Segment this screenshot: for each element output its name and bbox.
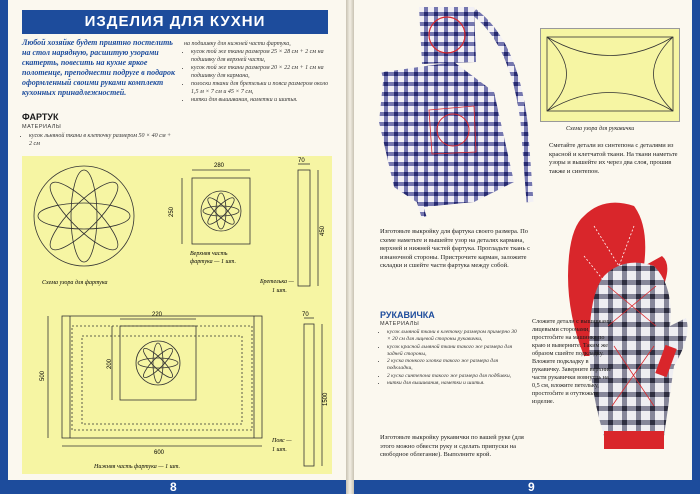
apron-pattern-diagram bbox=[22, 156, 332, 474]
apron-pattern-panel bbox=[22, 156, 332, 474]
apron-materials-list bbox=[184, 40, 330, 104]
belt-caption-line2: 1 шт. bbox=[272, 447, 287, 453]
material-item: • 2 куска тонкого хлопка такого же размера для подкладки, bbox=[387, 358, 520, 373]
rosette-scheme bbox=[34, 166, 134, 266]
scheme-caption: Схема узора для фартука bbox=[42, 280, 108, 286]
dim-450: 450 bbox=[320, 225, 326, 236]
dim-600: 600 bbox=[154, 450, 165, 456]
paragraph-4: Сложите детали с вышивками лицевыми сторонами, простročите на машинке по краю и выверните. Таким же образом сшейте подкладку. Вложите подкладку в рукавичку. Заверните верхние части рукавички вовнутрь на 0,5 см, вложите петельку, простročите и отутюжьте изделие. bbox=[532, 318, 612, 405]
top-caption-line1: Верхняя часть bbox=[190, 251, 228, 257]
apron-heading: ФАРТУК bbox=[22, 112, 59, 122]
dim-220: 220 bbox=[152, 312, 163, 318]
paragraph-2: Изготовьте выкройку для фартука своего размера. По схеме наметьте и вышейте узор на деталях кармана, верхней и нижней частей фартука. Прогладьте ткань с изнаночной стороны. Пристрочите карман, заложите складки и сшейте части фартука между собой. bbox=[380, 228, 531, 269]
dim-70a: 70 bbox=[298, 158, 305, 164]
strap-caption-line1: Бретелька — bbox=[260, 279, 294, 285]
page-number: 9 bbox=[528, 480, 535, 494]
mitten-scheme-diagram bbox=[541, 29, 679, 121]
dim-200: 200 bbox=[107, 358, 113, 369]
material-item: • кусок той же ткани размером 25 × 28 см + 2 см на подшивку для верхней части, bbox=[191, 48, 330, 64]
apron-photo bbox=[364, 2, 534, 224]
material-item: • 2 куска синтепона такого же размера для подбивки, bbox=[387, 373, 520, 380]
apron-belt bbox=[304, 318, 322, 466]
right-footer-bar bbox=[354, 480, 692, 494]
material-item: • кусок красной льняной ткани такого же размера для задней стороны, bbox=[387, 344, 520, 359]
dim-280: 280 bbox=[214, 163, 225, 169]
apron-strap bbox=[298, 164, 318, 286]
mitten-materials-label: МАТЕРИАЛЫ bbox=[380, 321, 420, 327]
apron-bottom-part bbox=[48, 316, 262, 446]
material-item: на подшивку для нижней части фартука, bbox=[184, 41, 291, 47]
material-item: • кусок льняной ткани в клеточку размером примерно 30 × 20 см для лицевой стороны рукавички, bbox=[387, 329, 520, 344]
mitten-materials-list bbox=[380, 329, 520, 387]
mitten-scheme-caption: Схема узора для рукавички bbox=[566, 126, 635, 132]
dim-1500: 1500 bbox=[323, 392, 329, 406]
material-item: • полоски ткани для бретельки и пояса размером около 1,5 м × 7 см и 45 × 7 см, bbox=[191, 80, 330, 96]
apron-bib-fabric bbox=[419, 7, 476, 64]
mitten-heading: РУКАВИЧКА bbox=[380, 310, 435, 320]
top-caption-line2: фартука — 1 шт. bbox=[190, 259, 236, 265]
mitten-scheme-frame bbox=[540, 28, 680, 122]
left-page bbox=[0, 0, 346, 494]
page-title: ИЗДЕЛИЯ ДЛЯ КУХНИ bbox=[22, 10, 328, 34]
belt-caption-line1: Пояс — bbox=[272, 438, 292, 444]
dim-250: 250 bbox=[169, 206, 175, 217]
paragraph-3: Изготовьте выкройку рукавички по вашей руке (для этого можно обвести руку и сделать припуски на свободное облегание). Выполните крой. bbox=[380, 434, 524, 458]
dim-500: 500 bbox=[40, 370, 46, 381]
material-item: • нитки для вышивания, наметки и шитья. bbox=[387, 380, 520, 387]
apron-materials-first bbox=[22, 132, 172, 148]
book-spine bbox=[346, 0, 354, 494]
material-item: • нитки для вышивания, наметки и шитья. bbox=[191, 96, 330, 104]
page-number: 8 bbox=[170, 480, 177, 494]
paragraph-1: Сметайте детали из синтепона с деталями из красной и клетчатой ткани. На ткани наметьте узоры и вышейте их через два слоя, прошив также и синтепон. bbox=[549, 142, 678, 175]
bottom-caption: Нижняя часть фартука — 1 шт. bbox=[94, 464, 181, 470]
left-footer-bar bbox=[8, 480, 346, 494]
apron-materials-label: МАТЕРИАЛЫ bbox=[22, 124, 62, 130]
material-item: • кусок льняной ткани в клеточку размером 50 × 40 см + 2 см bbox=[29, 132, 172, 148]
intro-text: Любой хозяйке будет приятно постелить на стол нарядную, расшитую узорами скатерть, повесить на кухне яркое полотенце, преподнести подруге в подарок оформленный своими руками комплект кухонных принадлежностей. bbox=[22, 38, 176, 97]
dim-70b: 70 bbox=[302, 312, 309, 318]
apron-top-part bbox=[182, 170, 250, 244]
right-page bbox=[354, 0, 700, 494]
material-item: • кусок той же ткани размером 20 × 22 см + 1 см на подшивку для кармана, bbox=[191, 64, 330, 80]
strap-caption-line2: 1 шт. bbox=[272, 288, 287, 294]
